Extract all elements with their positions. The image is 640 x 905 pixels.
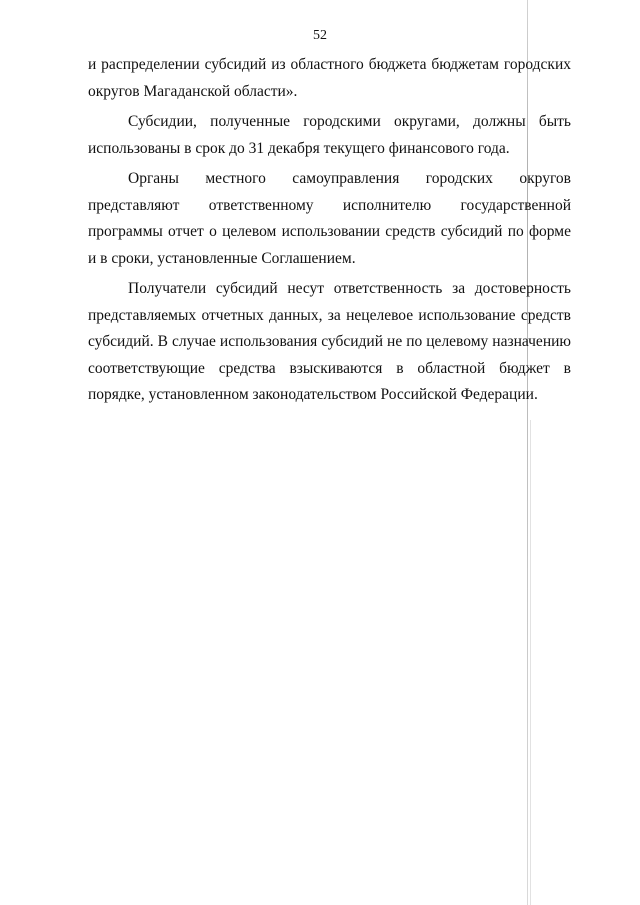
document-body (88, 52, 571, 409)
paragraph-responsibility: Получатели субсидий несут ответственность за достоверность представляемых отчетных данных, за нецелевое использование средств субсидий. В случае использования субсидий не по целевому назначению соответствующие средства взыскиваются в областной бюджет в порядке, установленном законодательством Российской Федерации. (88, 280, 571, 403)
paragraph-continuation: и распределении субсидий из областного бюджета бюджетам городских округов Магаданской области». (88, 56, 571, 100)
paragraph-reporting: Органы местного самоуправления городских округов представляют ответственному исполнителю государственной программы отчет о целевом использовании средств субсидий по форме и в сроки, установленные Соглашением. (88, 170, 571, 267)
page-number: 52 (313, 28, 327, 43)
scan-artifact-line-secondary (530, 420, 531, 905)
paragraph-subsidies-deadline: Субсидии, полученные городскими округами, должны быть использованы в срок до 31 декабря текущего финансового года. (88, 113, 571, 157)
